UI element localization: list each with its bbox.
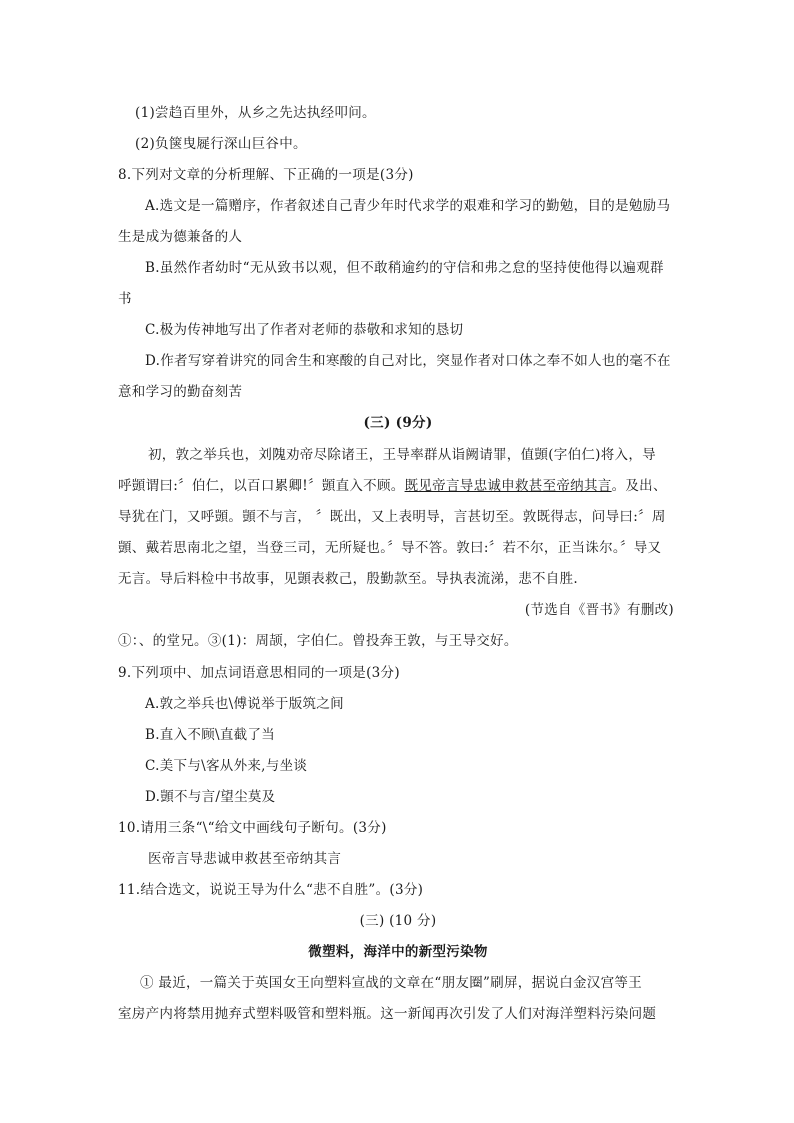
section-heading-2: (三) (9分) — [363, 415, 433, 431]
q7-item-1: (1)尝趋百里外，从乡之先达执经叩问。 — [135, 105, 376, 121]
q9-option-d: D.顗不与言/望尘莫及 — [145, 789, 276, 805]
q8-option-a-line1: A.选文是一篇赠序，作者叙述自己青少年时代求学的艰难和学习的勤勉，目的是勉励马 — [145, 198, 671, 214]
underlined-sentence: 既见帝言导忠诚申救甚至帝纳其言 — [404, 478, 612, 494]
q9-option-c: C.美下与\客从外来,与坐谈 — [145, 758, 308, 774]
section-heading-3: (三) (10 分) — [359, 913, 437, 929]
passage-line-2 — [118, 476, 678, 496]
passage-line-1: 初，敦之举兵也，刘隗劝帝尽除诸王，王导率群从诣阙请罪，值顗(字伯仁)将入，导 — [148, 447, 656, 463]
q9-stem: 9.下列项中、加点词语意思相同的一项是(3分) — [118, 665, 400, 681]
passage-line-2-start: 呼顗谓曰:〞伯仁，以百口累卿!〞顗直入不顾。 — [118, 478, 405, 494]
q8-option-b-line2: 书 — [118, 291, 132, 307]
article-line-2: 室房产内将禁用抛弃式塑料吸管和塑料瓶。这一新闻再次引发了人们对海洋塑料污染问题 — [118, 1006, 657, 1022]
q8-option-d-line2: 意和学习的勤奋刻苦 — [118, 384, 243, 400]
q10-stem: 10.请用三条“\“给文中画线句子断句。(3分) — [118, 820, 387, 836]
q9-option-b: B.直入不顾\直截了当 — [145, 727, 276, 743]
q9-option-a: A.敦之举兵也\傅说举于版筑之间 — [145, 696, 344, 712]
q8-option-c: C.极为传神地写出了作者对老师的恭敬和求知的恳切 — [145, 322, 464, 338]
article-title: 微塑料，海洋中的新型污染物 — [308, 944, 488, 960]
passage-line-3: 导犹在门，又呼顗。顗不与言， 〞既出，又上表明导，言甚切至。敦既得志，问导曰:〞周 — [118, 509, 666, 525]
article-line-1: ① 最近，一篇关于英国女王向塑料宣战的文章在“朋友圈”刷屏，据说白金汉宫等王 — [140, 975, 642, 991]
q8-option-d-line1: D.作者写穿着讲究的同舍生和寒酸的自己对比，突显作者对口体之奉不如人也的毫不在 — [145, 353, 671, 369]
passage-line-5: 无言。导后料检中书故事，见顗表救己，殷勤款至。导执表流涕，悲不自胜. — [118, 571, 578, 587]
q7-item-2: (2)负箧曳屣行深山巨谷中。 — [135, 136, 307, 152]
passage-note: ①：、的堂兄。③(1)：周颉，字伯仁。曾投奔王敦，与王导交好。 — [118, 633, 518, 649]
passage-line-2-end: 。及出、 — [611, 478, 667, 494]
q8-stem: 8.下列对文章的分析理解、下正确的一项是(3分) — [118, 167, 414, 183]
passage-source: (节选自《晋书》有删改) — [524, 602, 674, 618]
q8-option-b-line1: B.虽然作者幼时“无从致书以观，但不敢稍逾约的守信和弗之怠的坚持使他得以遍观群 — [145, 260, 664, 276]
q8-option-a-line2: 生是成为德兼备的人 — [118, 229, 243, 245]
q10-sentence: 医帝言导悲诚申救甚至帝纳其言 — [148, 851, 342, 867]
q11-stem: 11.结合选文，说说王导为什么“悲不自胜”。(3分) — [118, 882, 424, 898]
passage-line-4: 顗、戴若思南北之望，当登三司，无所疑也。〞导不答。敦曰:〞若不尔，正当诛尔。〞导又 — [118, 540, 662, 556]
